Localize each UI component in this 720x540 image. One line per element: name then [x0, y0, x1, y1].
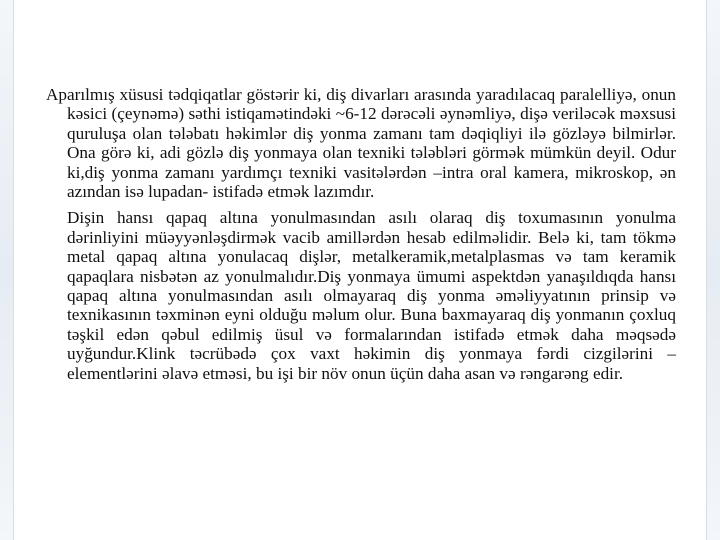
- right-edge-decoration: [706, 0, 720, 540]
- paragraph-2: Dişin hansı qapaq altına yonulmasından asılı olaraq diş toxumasının yonulma dərinliyini müəyyənləşdirmək vacib amillərdən hesab edilməlidir. Belə ki, tam tökmə metal qapaq altına yonulacaq dişlər, metalkeramik,metalplasmas və tam keramik qapaqlara nisbətən az yonulmalıdır.Diş yonmaya ümumi aspektdən yanaşıldıqda hansı qapaq altına yonulmasından asılı olmayaraq diş yonma əməliyyatının prinsip və texnikasının təxminən eyni olduğu məlum olur. Buna baxmayaraq diş yonmanın çoxluq təşkil edən qəbul edilmiş üsul və formalarından istifadə etmək daha məqsədə uyğundur.Klink təcrübədə çox vaxt həkimin diş yonmaya fərdi cizgilərini –elementlərini əlavə etməsi, bu işi bir növ onun üçün daha asan və rəngarəng edir.: [67, 208, 676, 383]
- paragraph-1: Aparılmış xüsusi tədqiqatlar göstərir ki, diş divarları arasında yaradılacaq paralelliyə, onun kəsici (çeynəmə) səthi istiqamətindəki ~6-12 dərəcəli əynəmliyə, dişə veriləcək məxsusi quruluşa olan tələbatı həkimlər diş yonma zamanı tam dəqiqliyi ilə gözləyə bilmirlər. Ona görə ki, adi gözlə diş yonmaya olan texniki tələbləri görmək mümkün deyil. Odur ki,diş yonma zamanı yardımçı texniki vasitələrdən –intra oral kamera, mikroskop, ən azından isə lupadan- istifadə etmək lazımdır.: [46, 85, 676, 202]
- left-edge-decoration: [0, 0, 14, 540]
- body-text: [46, 85, 676, 383]
